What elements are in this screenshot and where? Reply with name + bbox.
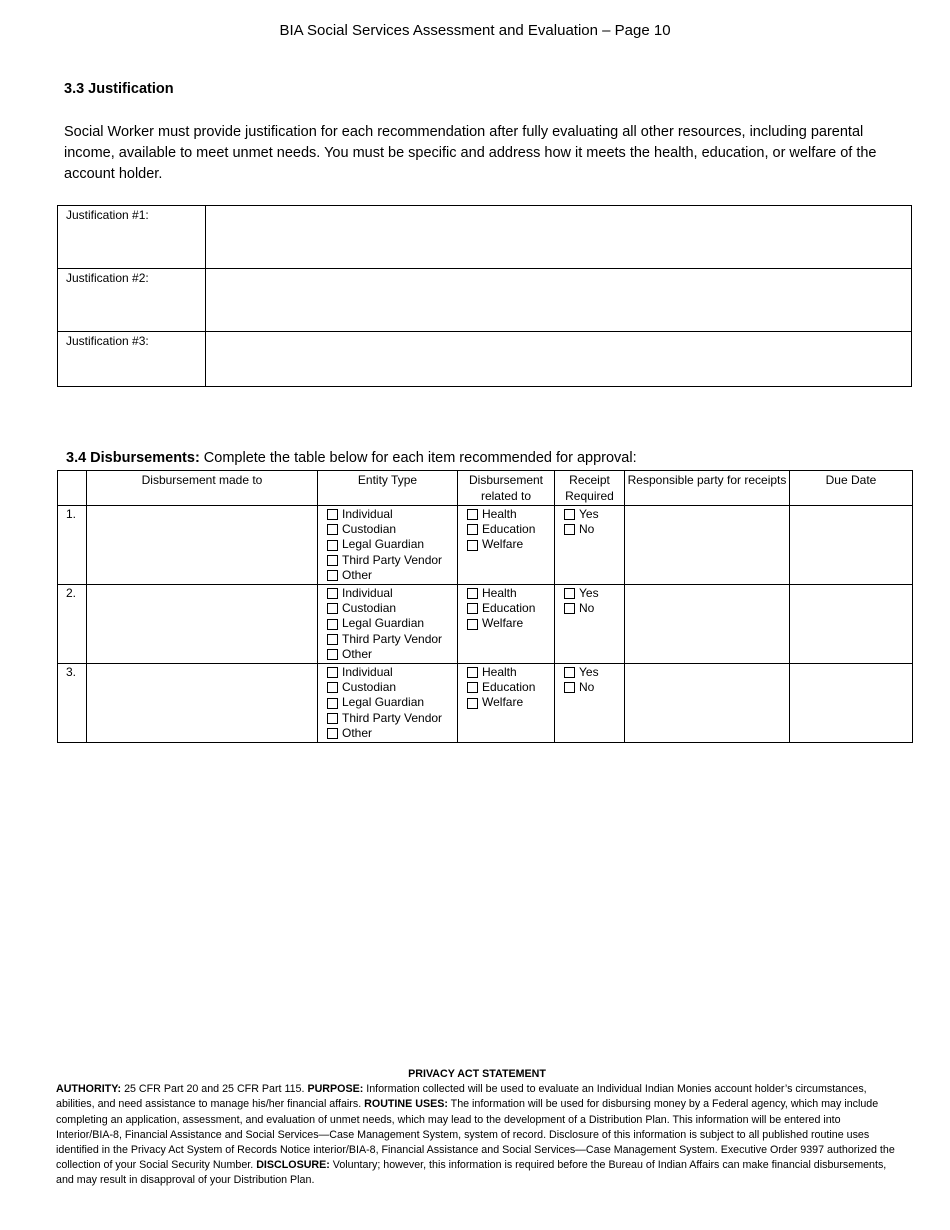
related-to-option-label: Welfare [482, 695, 524, 710]
justification-1-field[interactable] [206, 206, 912, 269]
entity-type-options [318, 506, 458, 585]
checkbox-icon[interactable] [564, 524, 575, 535]
entity-type-option[interactable] [327, 507, 453, 522]
entity-type-option[interactable] [327, 522, 453, 537]
entity-type-options [318, 585, 458, 664]
disbursements-section-title [66, 450, 637, 466]
entity-type-option[interactable] [327, 711, 453, 726]
entity-type-option-label: Other [342, 725, 373, 740]
header-disbursement-made-to: Disbursement made to [87, 471, 318, 506]
checkbox-icon[interactable] [327, 588, 338, 599]
justification-1-label: Justification #1: [58, 206, 206, 269]
page-header: BIA Social Services Assessment and Evaluation – Page 10 [279, 22, 671, 39]
checkbox-icon[interactable] [467, 524, 478, 535]
related-to-option[interactable] [467, 695, 550, 710]
checkbox-icon[interactable] [564, 667, 575, 678]
checkbox-icon[interactable] [467, 619, 478, 630]
justification-row [58, 269, 912, 332]
authority-label: AUTHORITY: [56, 1083, 122, 1096]
entity-type-option-label: Other [342, 646, 373, 661]
privacy-act-statement [56, 1067, 898, 1189]
justification-2-field[interactable] [206, 269, 912, 332]
checkbox-icon[interactable] [564, 509, 575, 520]
justification-2-label: Justification #2: [58, 269, 206, 332]
entity-type-option[interactable] [327, 568, 453, 583]
checkbox-icon[interactable] [327, 698, 338, 709]
related-to-option[interactable] [467, 601, 550, 616]
disbursement-made-to-field[interactable] [87, 664, 318, 743]
receipt-required-option-label: Yes [579, 586, 599, 601]
receipt-required-option-label: Yes [579, 665, 599, 680]
receipt-required-option-label: No [579, 522, 595, 537]
related-to-option[interactable] [467, 665, 550, 680]
checkbox-icon[interactable] [564, 603, 575, 614]
receipt-required-option[interactable] [564, 680, 620, 695]
receipt-required-option[interactable] [564, 586, 620, 601]
entity-type-option-label: Custodian [342, 601, 397, 616]
justification-row [58, 206, 912, 269]
header-receipt-required: Receipt Required [555, 471, 625, 506]
authority-text: 25 CFR Part 20 and 25 CFR Part 115. [121, 1083, 308, 1096]
routine-uses-text: The information will be used for disbursing money by a Federal agency, which may include completing an application, assessment, and evaluation of unmet needs, which may lead to the development of a Distribution Plan. This information will be entered into Interior/BIA-8, Financial Assistance and Social Services—Case Management System, system of record. Disclosure of this information is subject to all published routine uses identified in the Privacy Act System of Records Notice interior/BIA-8, Financial Assistance and Social Services—Case Management System. Executive Order 9397 authorized the collection of your Social Security Number. [56, 1098, 895, 1172]
checkbox-icon[interactable] [327, 713, 338, 724]
checkbox-icon[interactable] [327, 634, 338, 645]
related-to-options [458, 664, 555, 743]
header-due-date: Due Date [790, 471, 913, 506]
disbursements-header-row [58, 471, 913, 506]
related-to-option-label: Welfare [482, 616, 524, 631]
entity-type-option-label: Third Party Vendor [342, 631, 443, 646]
justification-section-title: 3.3 Justification [64, 81, 174, 97]
disclosure-text: Voluntary; however, this information is required before the Bureau of Indian Affairs can make financial disbursements, and may result in disapproval of your Distribution Plan. [56, 1159, 887, 1187]
entity-type-option-label: Third Party Vendor [342, 552, 443, 567]
related-to-option-label: Education [482, 522, 536, 537]
receipt-required-option-label: Yes [579, 507, 599, 521]
routine-uses-label: ROUTINE USES: [364, 1098, 448, 1111]
entity-type-option[interactable] [327, 616, 453, 631]
related-to-option-label: Education [482, 680, 536, 695]
privacy-body [56, 1082, 898, 1188]
disclosure-label: DISCLOSURE: [256, 1159, 330, 1172]
disbursements-title-bold: 3.4 Disbursements: [66, 450, 200, 466]
table-row [58, 664, 913, 743]
related-to-option[interactable] [467, 616, 550, 631]
header-entity-type: Entity Type [318, 471, 458, 506]
checkbox-icon[interactable] [564, 588, 575, 599]
justification-table [57, 205, 912, 387]
receipt-required-option[interactable] [564, 507, 620, 522]
checkbox-icon[interactable] [327, 570, 338, 581]
receipt-required-option[interactable] [564, 665, 620, 680]
disbursement-made-to-field[interactable] [87, 585, 318, 664]
entity-type-option[interactable] [327, 726, 453, 741]
header-number [58, 471, 87, 506]
checkbox-icon[interactable] [467, 698, 478, 709]
entity-type-option-label: Custodian [342, 522, 397, 537]
checkbox-icon[interactable] [327, 667, 338, 678]
related-to-option[interactable] [467, 507, 550, 522]
related-to-option[interactable] [467, 680, 550, 695]
checkbox-icon[interactable] [327, 524, 338, 535]
entity-type-option-label: Legal Guardian [342, 695, 425, 710]
receipt-required-options [555, 585, 625, 664]
checkbox-icon[interactable] [467, 667, 478, 678]
related-to-option-label: Health [482, 665, 517, 680]
entity-type-option[interactable] [327, 647, 453, 662]
entity-type-option-label: Legal Guardian [342, 616, 425, 631]
disbursement-made-to-field[interactable] [87, 506, 318, 585]
disbursements-title-text: Complete the table below for each item recommended for approval: [199, 450, 637, 466]
entity-type-option[interactable] [327, 601, 453, 616]
purpose-text: Information collected will be used to evaluate an Individual Indian Monies account holder’s circumstances, abilities, and need assistance to manage his/her financial affairs. [56, 1083, 867, 1111]
related-to-options [458, 585, 555, 664]
receipt-required-option-label: No [579, 680, 595, 695]
entity-type-option-label: Other [342, 567, 373, 582]
related-to-option-label: Education [482, 601, 536, 616]
related-to-option-label: Welfare [482, 537, 524, 552]
row-number: 1. [58, 506, 87, 585]
related-to-option-label: Health [482, 507, 517, 521]
privacy-title: PRIVACY ACT STATEMENT [408, 1068, 546, 1080]
related-to-option[interactable] [467, 586, 550, 601]
purpose-label: PURPOSE: [307, 1083, 364, 1096]
entity-type-option[interactable] [327, 632, 453, 647]
related-to-option[interactable] [467, 537, 550, 552]
receipt-required-option[interactable] [564, 522, 620, 537]
related-to-option[interactable] [467, 522, 550, 537]
due-date-field[interactable] [790, 664, 913, 743]
entity-type-option[interactable] [327, 553, 453, 568]
checkbox-icon[interactable] [327, 509, 338, 520]
table-row [58, 506, 913, 585]
checkbox-icon[interactable] [564, 682, 575, 693]
entity-type-option[interactable] [327, 665, 453, 680]
checkbox-icon[interactable] [467, 682, 478, 693]
justification-instructions: Social Worker must provide justification for each recommendation after fully evaluating all other resources, including parental income, available to meet unmet needs. You must be specific and address how it meets the health, education, or welfare of the account holder. [64, 124, 877, 182]
entity-type-option[interactable] [327, 680, 453, 695]
checkbox-icon[interactable] [467, 540, 478, 551]
checkbox-icon[interactable] [327, 728, 338, 739]
entity-type-option-label: Legal Guardian [342, 537, 425, 552]
entity-type-option[interactable] [327, 695, 453, 710]
row-number: 2. [58, 585, 87, 664]
checkbox-icon[interactable] [327, 649, 338, 660]
disbursements-table [57, 470, 913, 743]
entity-type-option[interactable] [327, 537, 453, 552]
table-row [58, 585, 913, 664]
entity-type-options [318, 664, 458, 743]
responsible-party-field[interactable] [625, 664, 790, 743]
header-disbursement-related-to: Disbursement related to [458, 471, 555, 506]
justification-row [58, 332, 912, 387]
receipt-required-option-label: No [579, 601, 595, 616]
justification-3-field[interactable] [206, 332, 912, 387]
responsible-party-field[interactable] [625, 585, 790, 664]
receipt-required-option[interactable] [564, 601, 620, 616]
checkbox-icon[interactable] [327, 555, 338, 566]
responsible-party-field[interactable] [625, 506, 790, 585]
checkbox-icon[interactable] [467, 588, 478, 599]
checkbox-icon[interactable] [327, 619, 338, 630]
entity-type-option-label: Third Party Vendor [342, 710, 443, 725]
checkbox-icon[interactable] [467, 509, 478, 520]
due-date-field[interactable] [790, 585, 913, 664]
justification-3-label: Justification #3: [58, 332, 206, 387]
row-number: 3. [58, 664, 87, 743]
entity-type-option[interactable] [327, 586, 453, 601]
entity-type-option-label: Individual [342, 665, 393, 680]
related-to-options [458, 506, 555, 585]
receipt-required-options [555, 506, 625, 585]
checkbox-icon[interactable] [327, 603, 338, 614]
entity-type-option-label: Custodian [342, 680, 397, 695]
checkbox-icon[interactable] [467, 603, 478, 614]
header-responsible-party: Responsible party for receipts [625, 471, 790, 506]
checkbox-icon[interactable] [327, 682, 338, 693]
related-to-option-label: Health [482, 586, 517, 601]
checkbox-icon[interactable] [327, 540, 338, 551]
due-date-field[interactable] [790, 506, 913, 585]
entity-type-option-label: Individual [342, 586, 393, 601]
receipt-required-options [555, 664, 625, 743]
entity-type-option-label: Individual [342, 507, 393, 521]
